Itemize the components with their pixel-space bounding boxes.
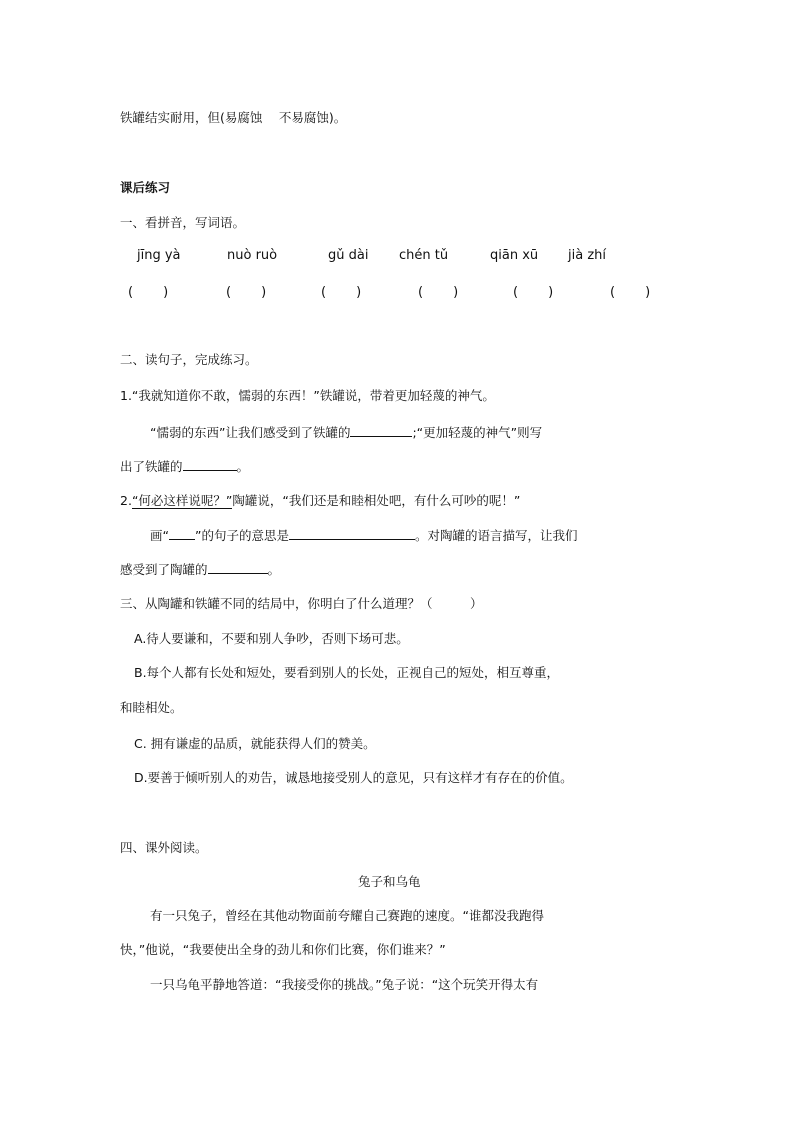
answer-blank-1[interactable]: ( ) [128,285,169,300]
option-b-cont: 和睦相处。 [120,700,183,715]
story-line-2: 快，”他说，“我要使出全身的劲儿和你们比赛，你们谁来？” [120,942,446,957]
story-line-1: 有一只兔子，曾经在其他动物面前夸耀自己赛跑的速度。“谁都没我跑得 [150,908,544,923]
option-d[interactable]: D.要善于倾听别人的劝告，诚恳地接受别人的意见，只有这样才有存在的价值。 [134,770,573,785]
fill-blank[interactable] [183,458,237,471]
fill-blank[interactable] [350,424,412,437]
intro-sentence: 铁罐结实耐用，但(易腐蚀 不易腐蚀)。 [120,110,347,125]
q1-heading: 一、看拼音，写词语。 [120,215,246,230]
answer-blank-3[interactable]: ( ) [321,285,362,300]
option-c[interactable]: C. 拥有谦虚的品质，就能获得人们的赞美。 [134,736,376,751]
fill-blank[interactable] [208,561,268,574]
answer-blank-4[interactable]: ( ) [418,285,459,300]
q2-1-line-a: “懦弱的东西”让我们感受到了铁罐的 ;“更加轻蔑的神气”则写 [150,425,543,440]
q4-heading: 四、课外阅读。 [120,840,208,855]
section-title: 课后练习 [120,180,171,195]
q2-sentence-1: 1.“我就知道你不敢，懦弱的东西！”铁罐说，带着更加轻蔑的神气。 [120,388,495,403]
q2-heading: 二、读句子，完成练习。 [120,352,258,367]
pinyin-2: nuò ruò [227,248,278,263]
q2-1-line-b: 出了铁罐的 。 [120,459,250,474]
q2-2-line-a: 画“ ”的句子的意思是 。对陶罐的语言描写，让我们 [150,528,578,543]
story-title: 兔子和乌龟 [358,874,421,889]
pinyin-1: jīng yà [137,248,181,263]
fill-blank[interactable] [289,527,415,540]
option-a[interactable]: A.待人要谦和，不要和别人争吵，否则下场可悲。 [134,631,409,646]
pinyin-3: gǔ dài [328,248,369,263]
pinyin-5: qiān xū [490,248,539,263]
option-b[interactable]: B.每个人都有长处和短处，要看到别人的长处，正视自己的短处，相互尊重， [134,665,560,680]
story-line-3: 一只乌龟平静地答道：“我接受你的挑战。”兔子说：“这个玩笑开得太有 [150,977,539,992]
q2-sentence-2: 2.“何必这样说呢？”陶罐说，“我们还是和睦相处吧，有什么可吵的呢！” [120,493,521,508]
answer-blank-2[interactable]: ( ) [226,285,267,300]
fill-blank[interactable] [169,527,195,540]
underlined-quote: “何必这样说呢？” [131,493,233,508]
answer-blank-6[interactable]: ( ) [610,285,651,300]
pinyin-6: jià zhí [568,248,606,263]
pinyin-4: chén tǔ [399,248,449,263]
answer-blank-5[interactable]: ( ) [513,285,554,300]
q2-2-line-b: 感受到了陶罐的 。 [120,562,281,577]
q3-heading: 三、从陶罐和铁罐不同的结局中，你明白了什么道理？（ ） [120,596,483,611]
